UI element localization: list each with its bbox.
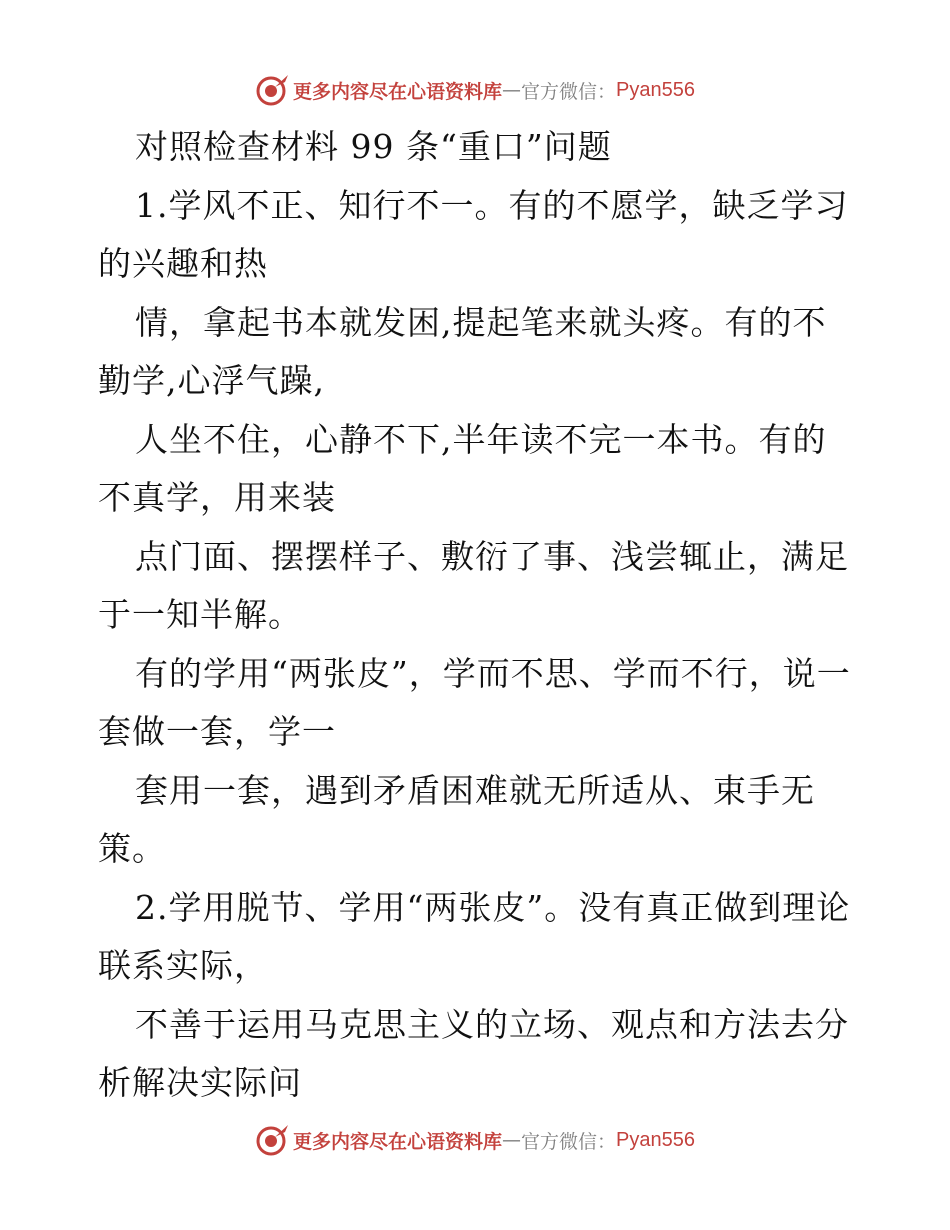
banner-sub-text: 官方微信： bbox=[521, 80, 617, 103]
banner-separator: — bbox=[502, 1129, 522, 1151]
banner-main-text: 更多内容尽在心语资料库 bbox=[293, 1130, 503, 1153]
banner-account-id: Pyan556 bbox=[616, 1128, 695, 1151]
document-title: 对照检查材料 99 条“重口”问题 bbox=[135, 127, 612, 166]
paragraph: 不善于运用马克思主义的立场、观点和方法去分析解决实际问 bbox=[98, 1004, 849, 1102]
banner-sub-text: 官方微信： bbox=[521, 1130, 617, 1153]
banner-main-text: 更多内容尽在心语资料库 bbox=[293, 80, 503, 103]
paragraph: 情，拿起书本就发困,提起笔来就头疼。有的不勤学,心浮气躁, bbox=[98, 302, 827, 400]
footer-watermark-banner bbox=[0, 1120, 950, 1160]
paragraph: 2.学用脱节、学用“两张皮”。没有真正做到理论联系实际， bbox=[98, 887, 851, 985]
paragraph: 点门面、摆摆样子、敷衍了事、浅尝辄止，满足于一知半解。 bbox=[98, 536, 849, 634]
paragraph: 1.学风不正、知行不一。有的不愿学，缺乏学习的兴趣和热 bbox=[98, 185, 849, 283]
paragraph: 人坐不住，心静不下,半年读不完一本书。有的不真学，用来装 bbox=[98, 419, 827, 517]
banner-account-id: Pyan556 bbox=[616, 78, 695, 101]
paragraph: 套用一套，遇到矛盾困难就无所适从、束手无策。 bbox=[98, 770, 815, 868]
paragraph: 有的学用“两张皮”，学而不思、学而不行，说一套做一套，学一 bbox=[98, 653, 851, 751]
red-quill-seal-icon bbox=[255, 1123, 289, 1157]
banner-separator: — bbox=[502, 79, 522, 101]
red-quill-seal-icon bbox=[255, 73, 289, 107]
document-body bbox=[98, 118, 854, 1113]
header-watermark-banner bbox=[0, 70, 950, 110]
